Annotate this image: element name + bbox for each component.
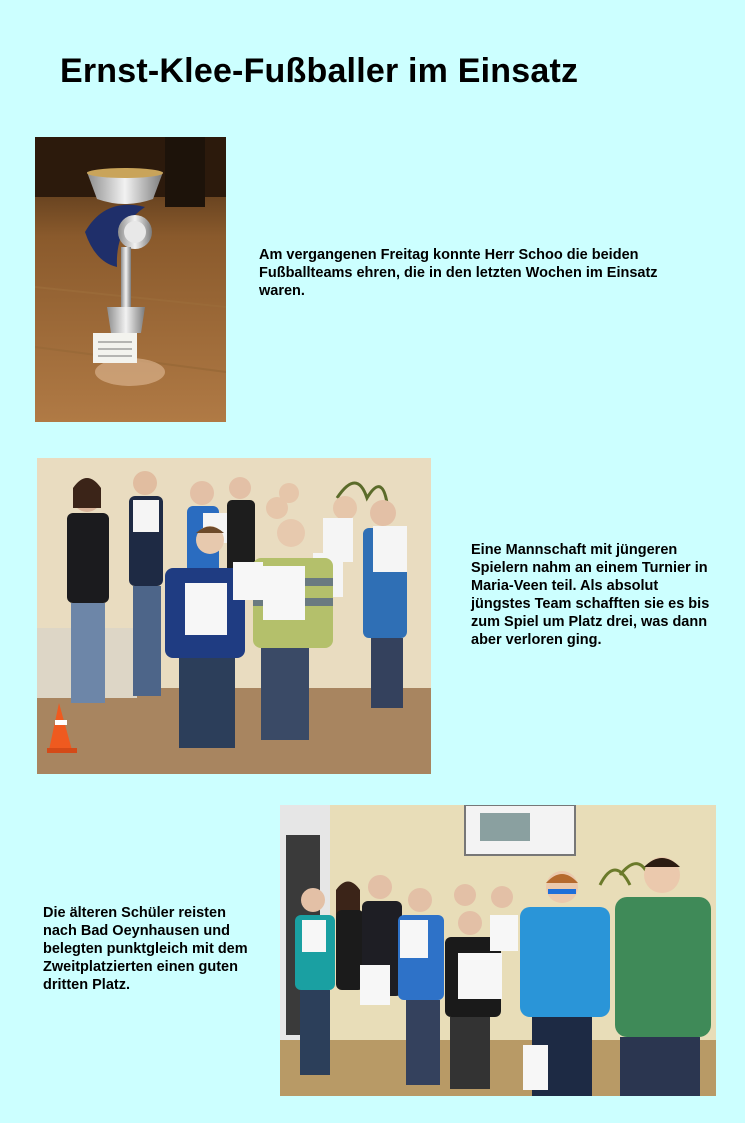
- younger-team-paragraph: Eine Mannschaft mit jüngeren Spielern nahm an einem Turnier in Maria-Veen teil. Als absolut jüngstes Team schafften sie es bis zum Spiel um Platz drei, was dann aber verloren ging.: [471, 542, 710, 648]
- younger-team-photo: [37, 458, 431, 774]
- older-team-photo: [280, 805, 716, 1096]
- trophy-photo: [35, 137, 226, 422]
- intro-paragraph: Am vergangenen Freitag konnte Herr Schoo die beiden Fußballteams ehren, die in den letzten Wochen im Einsatz waren.: [259, 247, 658, 299]
- older-team-paragraph: Die älteren Schüler reisten nach Bad Oeynhausen und belegten punktgleich mit dem Zweitplatzierten einen guten dritten Platz.: [43, 905, 248, 993]
- page-title: Ernst-Klee-Fußballer im Einsatz: [60, 52, 579, 90]
